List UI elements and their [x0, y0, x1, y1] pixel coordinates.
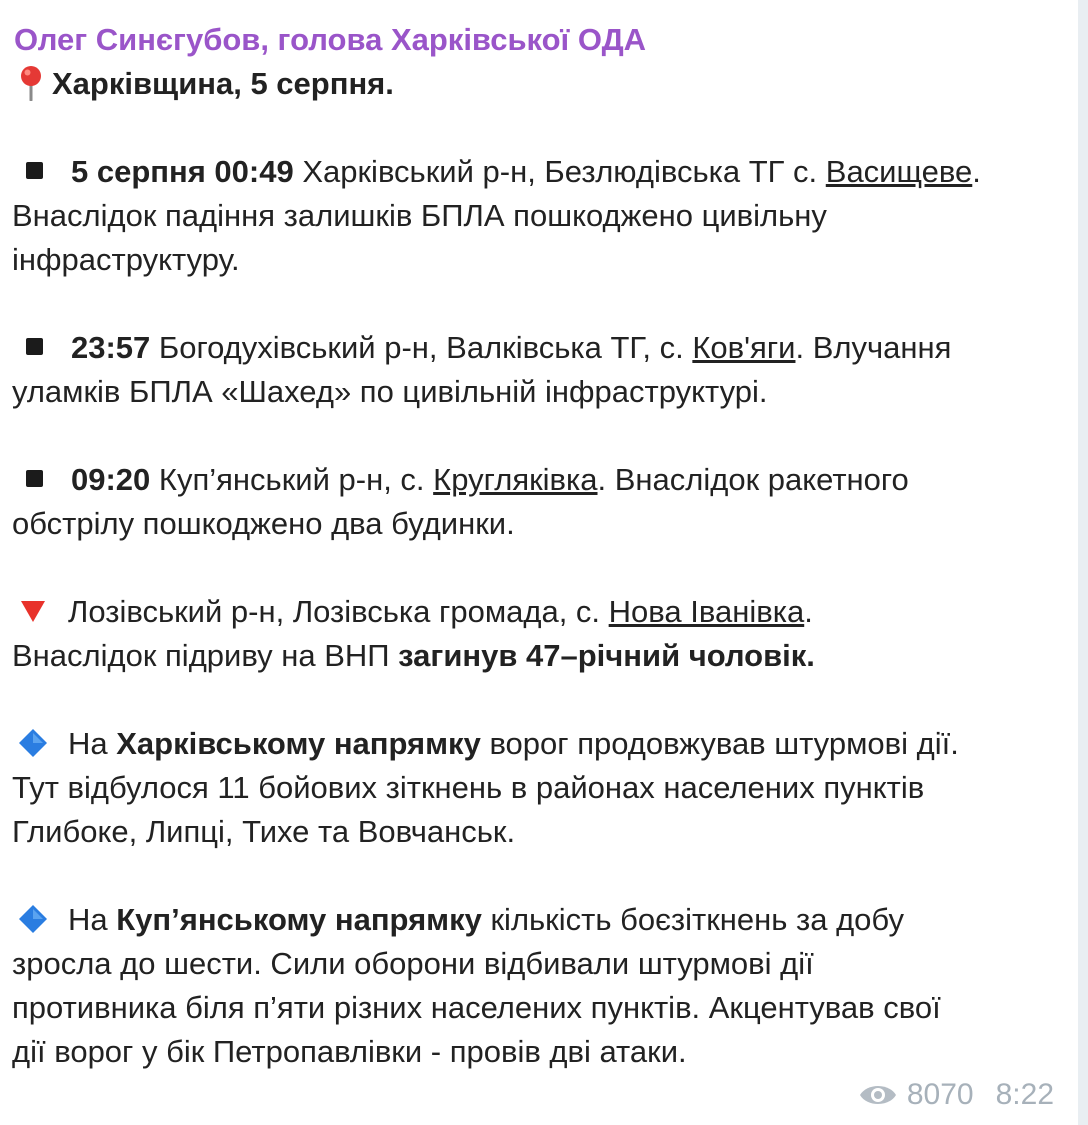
text-line	[12, 326, 1064, 370]
message-paragraph	[12, 898, 1064, 1074]
view-count: 8070	[906, 1078, 974, 1111]
plain-text: Внаслідок підриву на ВНП	[12, 638, 399, 673]
text-line	[12, 898, 1064, 942]
text-line	[12, 370, 1064, 414]
message-meta	[859, 1077, 1054, 1113]
bold-text: Куп’янському напрямку	[116, 902, 482, 937]
plain-text: уламків БПЛА «Шахед» по цивільній інфраструктурі.	[12, 374, 768, 409]
plain-text: На	[68, 726, 117, 761]
plain-text: ворог продовжував штурмові дії.	[480, 726, 959, 761]
message-paragraph	[12, 326, 1064, 414]
bold-text: 09:20	[71, 462, 151, 497]
place-link[interactable]: Кругляківка	[433, 462, 598, 497]
text-line	[12, 194, 1064, 238]
text-line	[12, 590, 1064, 634]
place-link[interactable]: Васищеве	[825, 154, 973, 189]
author-name[interactable]: Олег Синєгубов, голова Харківської ОДА	[14, 22, 647, 57]
bold-text: 5 серпня 00:49	[71, 154, 294, 189]
plain-text: Богодухівський р-н, Валківська ТГ, с.	[150, 330, 693, 365]
bold-text: загинув 47–річний чоловік.	[398, 638, 815, 673]
bold-text: 23:57	[71, 330, 151, 365]
plain-text: На	[68, 902, 117, 937]
blue-diamond-icon	[18, 904, 48, 934]
plain-text: Тут відбулося 11 бойових зіткнень в районах населених пунктів	[12, 770, 925, 805]
plain-text: обстрілу пошкоджено два будинки.	[12, 506, 515, 541]
round-pushpin-icon	[18, 65, 44, 101]
plain-text: . Внаслідок ракетного	[597, 462, 909, 497]
red-triangle-icon	[20, 599, 46, 623]
plain-text: . Влучання	[795, 330, 952, 365]
plain-text: дії ворог у бік Петропавлівки - провів дві атаки.	[12, 1034, 687, 1069]
plain-text: Куп’янський р-н, с.	[150, 462, 434, 497]
plain-text: Харківський р-н, Безлюдівська ТГ с.	[293, 154, 826, 189]
message-paragraph	[12, 150, 1064, 282]
place-link[interactable]: Нова Іванівка	[608, 594, 805, 629]
text-line	[12, 150, 1064, 194]
text-line	[12, 986, 1064, 1030]
bold-text: Харківському напрямку	[116, 726, 481, 761]
message-paragraph	[12, 590, 1064, 678]
message-body	[12, 150, 1064, 1074]
text-line	[12, 238, 1064, 282]
black-square-icon	[26, 338, 43, 355]
plain-text: Внаслідок падіння залишків БПЛА пошкоджено цивільну	[12, 198, 827, 233]
text-line	[12, 1030, 1064, 1074]
header-text: Харківщина, 5 серпня.	[52, 66, 394, 101]
black-square-icon	[26, 470, 43, 487]
plain-text: противника біля п’яти різних населених пунктів. Акцентував свої	[12, 990, 941, 1025]
text-line	[12, 942, 1064, 986]
text-line	[12, 502, 1064, 546]
plain-text: зросла до шести. Сили оборони відбивали штурмові дії	[12, 946, 814, 981]
plain-text: інфраструктуру.	[12, 242, 240, 277]
place-link[interactable]: Ков'яги	[692, 330, 796, 365]
text-line	[12, 458, 1064, 502]
plain-text: Глибоке, Липці, Тихе та Вовчанськ.	[12, 814, 516, 849]
message-paragraph	[12, 458, 1064, 546]
text-line	[12, 810, 1064, 854]
message-paragraph	[12, 722, 1064, 854]
plain-text: Лозівський р-н, Лозівська громада, с.	[68, 594, 609, 629]
blue-diamond-icon	[18, 728, 48, 758]
message-time: 8:22	[995, 1078, 1054, 1111]
black-square-icon	[26, 162, 43, 179]
plain-text: .	[804, 594, 813, 629]
text-line	[12, 634, 1064, 678]
plain-text: кількість боєзіткнень за добу	[481, 902, 904, 937]
plain-text: .	[972, 154, 981, 189]
eye-icon	[859, 1082, 897, 1108]
header-line	[12, 62, 1064, 106]
text-line	[12, 766, 1064, 810]
text-line	[12, 722, 1064, 766]
